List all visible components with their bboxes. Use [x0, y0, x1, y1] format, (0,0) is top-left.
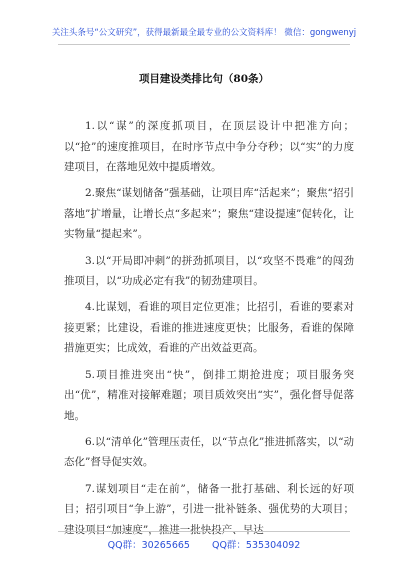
footer-qq-group-2: QQ群：535304092: [211, 540, 301, 551]
paragraph-2: 2.聚焦“谋划储备”强基础，让项目库“活起来”；聚焦“招引落地”扩增量，让增长点“多起来”；聚焦“建设提速”促转化，让实物量“提起来”。: [64, 187, 354, 241]
paragraph-5: 5.项目推进突出“快”，倒排工期抢进度；项目服务突出“优”，精准对接解难题；项目质效突出“实”，强化督导促落地。: [64, 368, 354, 422]
document-title: 项目建设类排比句（80条）: [138, 73, 270, 85]
footer-qq-group-1: QQ群：30265665: [107, 540, 190, 551]
footer: [0, 537, 408, 551]
header-divider: [58, 44, 350, 45]
paragraph-7: 7.谋划项目“走在前”，储备一批打基础、利长远的好项目；招引项目“争上游”，引进一批补链条、强优势的大项目；建设项目“加速度”，推进一批快投产、早达: [64, 482, 354, 536]
paragraph-1: 1.以“谋”的深度抓项目，在顶层设计中把准方向；以“抢”的速度推项目，在时序节点中争分夺秒；以“实”的力度建项目，在落地见效中提质增效。: [64, 120, 354, 174]
document-body: [64, 116, 354, 546]
paragraph-3: 3.以“开局即冲刺”的拼劲抓项目，以“攻坚不畏难”的闯劲推项目，以“功成必定有我”的韧劲建项目。: [64, 254, 354, 288]
paragraph-6: 6.以“清单化”管理压责任，以“节点化”推进抓落实，以“动态化”督导促实效。: [64, 435, 354, 469]
footer-divider: [58, 531, 350, 532]
paragraph-4: 4.比谋划，看谁的项目定位更准；比招引，看谁的要素对接更紧；比建设，看谁的推进速度更快；比服务，看谁的保障措施更实；比成效，看谁的产出效益更高。: [64, 301, 354, 355]
header-note: 关注头条号“公文研究”，获得最新最全最专业的公文资料库！ 微信：gongwenyj: [51, 28, 357, 38]
